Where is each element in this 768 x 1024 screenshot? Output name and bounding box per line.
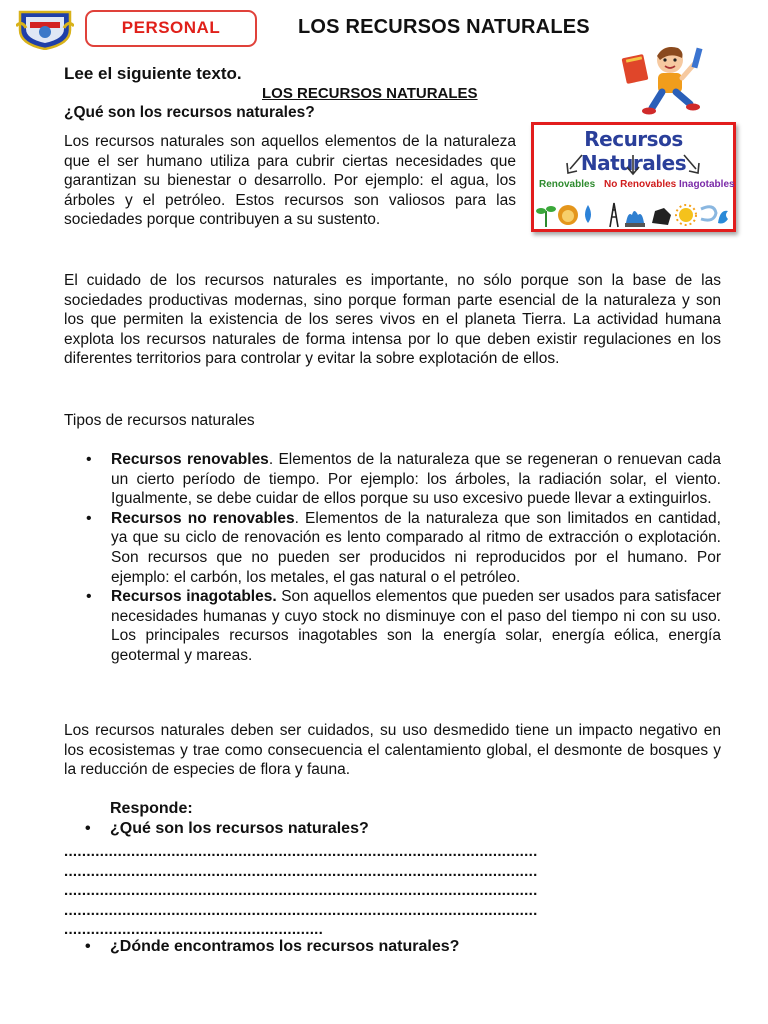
label-renovables: Renovables xyxy=(539,179,596,190)
question-1 xyxy=(85,820,369,838)
bullet-icon: • xyxy=(86,588,92,606)
student-with-books xyxy=(620,42,718,116)
type-description: . Elementos de la naturaleza que se regeneran o renuevan cada un cierto período de tiempo. Por ejemplo: los árboles, la radiación solar, el viento. Igualmente, se debe cuidar de ellos porque su uso excesivo puede llevar a extinguirlos. xyxy=(111,451,721,508)
infographic-title: Recursos Naturales xyxy=(580,127,687,175)
bullet-icon: • xyxy=(85,938,91,955)
list-item xyxy=(86,587,721,665)
natural-resources-infographic xyxy=(531,122,736,232)
wave-icon xyxy=(718,211,728,224)
type-term: Recursos renovables xyxy=(111,451,269,468)
instruction: Lee el siguiente texto. xyxy=(64,64,242,83)
oil-derrick-icon xyxy=(610,203,618,227)
paragraph-impact: Los recursos naturales deben ser cuidados, su uso desmedido tiene un impacto negativo en los ecosistemas y trae como consecuencia el calentamiento global, el desmonte de bosques y la reducción de especies de flora y fauna. xyxy=(64,722,721,779)
type-description: Son aquellos elementos que pueden ser usados para satisfacer necesidades humanas y cuyo stock no disminuye con el paso del tiempo ni con su uso. Los principales recursos inagotables son la energía solar, energía eólica, energía geotermal y mareas. xyxy=(111,588,721,664)
label-no-renovables: No Renovables xyxy=(604,179,677,190)
question-2-text: ¿Dónde encontramos los recursos naturales? xyxy=(110,938,460,955)
coal-icon xyxy=(652,208,671,225)
types-list xyxy=(86,450,721,666)
type-term: Recursos no renovables xyxy=(111,509,295,527)
paragraph-care: El cuidado de los recursos naturales es importante, no sólo porque son la base de las sociedades productivas modernas, sino porque forman parte esencial de la naturaleza y son los que permiten la existencia de los seres vivos en el planeta Tierra. La actividad humana explota los recursos naturales de forma intensa por lo que deben existir regulaciones en los diferentes territorios para controlar y evitar la sobre explotación de ellos. xyxy=(64,272,721,368)
list-item xyxy=(86,450,721,509)
arrow-icon xyxy=(622,153,644,177)
sun-icon xyxy=(676,205,696,225)
bullet-icon: • xyxy=(86,451,92,468)
school-logo xyxy=(16,6,74,50)
water-drop-icon xyxy=(585,205,591,223)
type-description: . Elementos de la naturaleza que son limitados en cantidad, ya que su ciclo de renovación es lento comparado al ritmo de extracción o explotación. Son recursos que no pueden ser producidos ni reproducidos por el humano. Por ejemplo: el carbón, los metales, el gas natural o el petróleo. xyxy=(111,509,721,586)
reading-question-heading: ¿Qué son los recursos naturales? xyxy=(64,104,315,121)
type-term: Recursos inagotables. xyxy=(111,588,277,606)
lion-icon xyxy=(558,205,578,225)
reading-title: LOS RECURSOS NATURALES xyxy=(262,85,478,102)
label-inagotables: Inagotables xyxy=(679,179,735,190)
list-item xyxy=(86,509,721,587)
types-heading: Tipos de recursos naturales xyxy=(64,412,255,429)
paragraph-definition: Los recursos naturales son aquellos elementos de la naturaleza que el ser humano utiliza para cubrir ciertas necesidades que garantizan su bienestar o desarrollo. Por ejemplo: el agua, los árboles y el petróleo. Estos recursos son valiosos para las sociedades porque contribuyen a su sustento. xyxy=(64,133,516,229)
resource-icons xyxy=(534,199,733,229)
leaf-icon xyxy=(536,206,556,227)
question-1-text: ¿Qué son los recursos naturales? xyxy=(110,820,369,837)
bullet-icon: • xyxy=(86,509,92,527)
arrow-icon xyxy=(680,153,702,177)
respond-label: Responde: xyxy=(110,800,193,817)
question-2 xyxy=(85,938,460,956)
answer-lines[interactable]: .......................................................................................................... .......................................................................................................... .......................................................................................................... .......................................................................................................... .......................................................... xyxy=(64,843,538,939)
personal-badge: PERSONAL xyxy=(85,10,257,47)
gas-flame-icon xyxy=(625,211,645,227)
wind-icon xyxy=(701,207,716,220)
page-title: LOS RECURSOS NATURALES xyxy=(298,16,590,38)
arrow-icon xyxy=(564,153,586,177)
bullet-icon: • xyxy=(85,820,91,837)
